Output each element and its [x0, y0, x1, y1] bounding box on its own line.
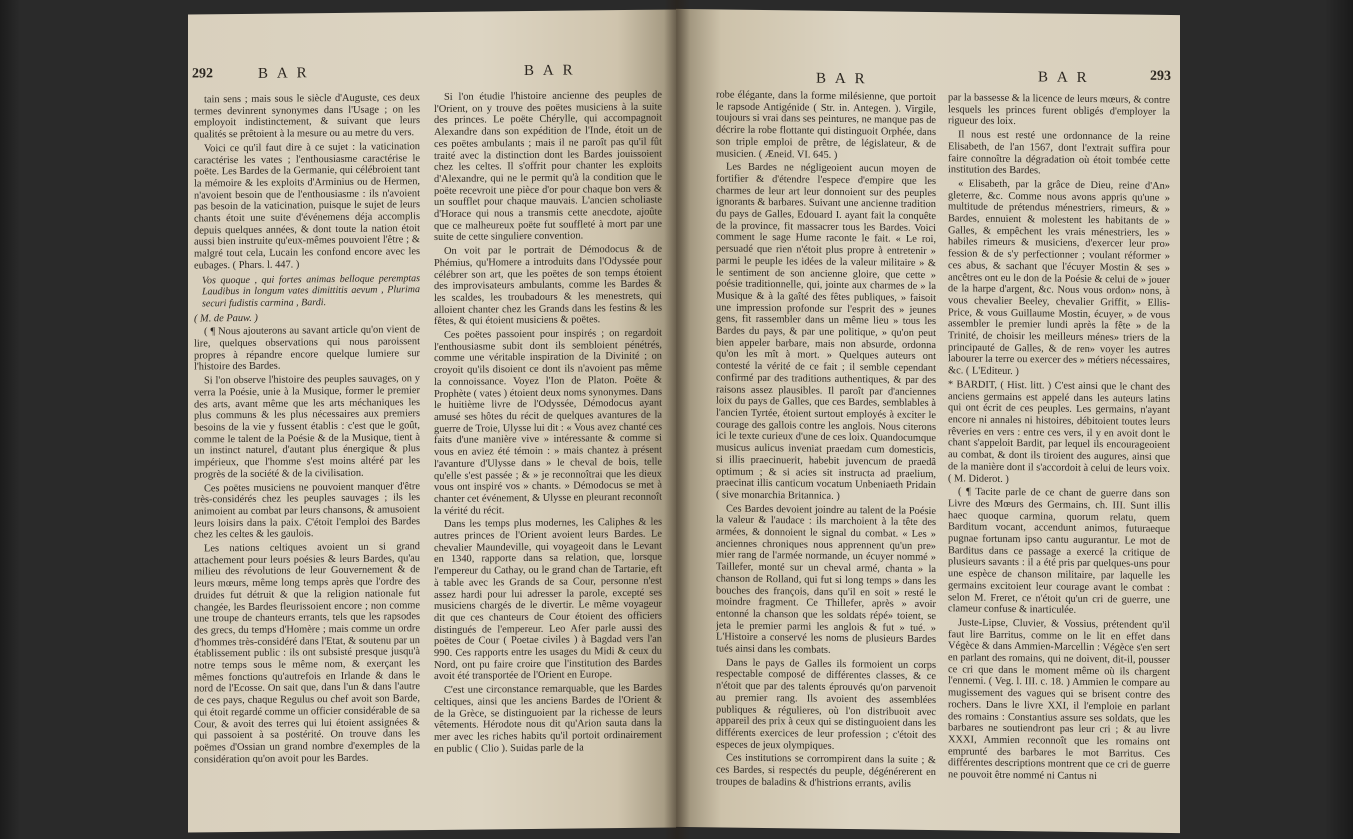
paragraph: Ces poëtes passoient pour inspirés ; on regardoit l'enthousiasme subit dont ils sembloient pénétrés, comme une véritable inspiration de la Divinité ; on croyoit qu'ils disoient ce dont ils n'avoient pas même la connoissance. Voyez l'Ion de Platon. Poëte & Prophète ( vates ) étoient deux noms synonymes. Dans le huitième livre de l'Odyssée, Démodocus ayant amusé ses hôtes du récit de quelques avantures de la guerre de Troie, Ulysse lui dit : « Vous avez chanté ces faits d'une manière vive » intéressante & comme si vous en aviez été témoin : » mais chantez à présent l'avanture d'Ulysse dans » le cheval de bois, telle qu'elle s'est passée ; & » je reconnoîtrai que les dieux vous ont inspiré vos » chants. » Démodocus se met à chanter cet événement, & Ulysse en pleurant reconnoît la vérité du récit.	[434, 327, 662, 517]
left-running-head	[188, 61, 676, 88]
left-column-2	[434, 90, 662, 820]
paragraph: Juste-Lipse, Cluvier, & Vossius, prétendent qu'il faut lire Barritus, comme on le lit en effet dans Végèce & dans Ammien-Marcellin : Végèce s'en sert en parlant des romains, qui ne doivent, dit-il, pousser ce cri que dans le moment même où ils chargent l'ennemi. ( Veg. l. III. c. 18. ) Ammien le compare au mugissement des vagues qui se brisent contre des rochers. Dans le livre XXI, il l'emploie en parlant des romains : Constantius assure ses soldats, que les barbares ne soutiendront pas leur cri ; & au livre XXXI, Ammien reconnoît que les romains ont emprunté des barbares le mot Barritus. Ces différentes descriptions montrent que ce cri de guerre ne pouvoit être nommé ni Cantus ni	[948, 617, 1170, 783]
paragraph: ( ¶ Nous ajouterons au savant article qu'on vient de lire, quelques observations qui nous paroissent propres à répandre encore quelque lumiere sur l'histoire des Bardes.	[194, 324, 420, 373]
paragraph: Si l'on étudie l'histoire ancienne des peuples de l'Orient, on y trouve des poëtes musiciens à la suite des princes. Le poëte Chérylle, qui accompagnoit Alexandre dans son expédition de l'Inde, étoit un de ces poëtes ambulants ; mais il ne paroît pas qu'il fût traité avec la distinction dont les Bardes jouissoient chez les celtes. Il s'offrit pour chanter les exploits d'Alexandre, qui ne le permit qu'à la condition que le poëte recevroit une pièce d'or pour chaque bon vers & un soufflet pour chaque mauvais. L'ancien scholiaste d'Horace qui nous a transmis cette anecdote, ajoûte que ce malheureux poëte fut souffleté à mort par une suite de cette singuliere convention.	[434, 89, 662, 244]
paragraph: tain sens ; mais sous le siècle d'Auguste, ces deux termes devinrent synonymes dans l'Usage ; on les employoit indistinctement, & suivant que leurs qualités se prêtoient à la mesure ou au metre du vers.	[194, 92, 420, 141]
paragraph: On voit par le portrait de Démodocus & de Phémius, qu'Homere a introduits dans l'Odyssée pour célébrer son art, que les poëtes de son temps étoient des improvisateurs ambulants, comme les Bardes & les scaldes, les troubadours & les menestrets, qui alloient chanter chez les Grands dans les festins & les fêtes, & qui étoient musiciens & poëtes.	[434, 243, 662, 328]
paragraph: Si l'on observe l'histoire des peuples sauvages, on y verra la Poésie, unie à la Musique, former le premier des arts, avant même que les arts méchaniques les plus communs & les plus nécessaires aux premiers besoins de la vie y fussent établis : c'est que le goût, comme le talent de la Poésie & de la Musique, tient à un instinct naturel, d'autant plus énergique & plus impérieux, que l'homme s'est moins altéré par les progrès de la société & de la civilisation.	[194, 373, 420, 481]
paragraph: Ces poëtes musiciens ne pouvoient manquer d'être très-considérés chez les peuples sauvages ; ils les animoient au combat par leurs chansons, & amusoient leurs loisirs dans la paix. C'étoit l'emploi des Bardes chez les celtes & les gaulois.	[194, 480, 420, 541]
paragraph: Les Bardes ne négligeoient aucun moyen de fortifier & d'étendre l'espece d'empire que les charmes de leur art leur donnoient sur des peuples ignorants & barbares. Suivant une ancienne tradition du pays de Galles, Edouard I. ayant fait la conquête de la province, fit massacrer tous les Bardes. Voici comment le sage Hume raconte le fait. « Le roi, persuadé que rien n'étoit plus propre à entretenir » parmi le peuple les idées de la valeur militaire » & le sentiment de son ancienne gloire, que cette » poésie traditionnelle, qui, jointe aux charmes de » la Musique & à la gaîté des fêtes publiques, » faisoit une impression profonde sur l'esprit des » jeunes gens, fit rassembler dans un même lieu » tous les Bardes du pays, & par une politique, » qu'on peut bien appeler barbare, mais non absurde, ordonna qu'on les mît à mort. » Quelques auteurs ont contesté la vérité de ce fait ; il semble cependant confirmé par des traditions authentiques, & par des raisons assez plausibles. Il paroît par d'anciennes loix du pays de Galles, que ces Bardes, semblables à l'ancien Tyrtée, étoient surtout employés à exciter le courage des gallois contre les anglois. Nous citerons ici le texte curieux d'une de ces loix. Quandocumque musicus aulicus inveniat praedam cum domesticis, si illis praecinuerit, habebit juvencum de praedâ optimum ; & si acies sit instructa ad praelium, praecinat illis canticum vocatum Unbeniaeth Pridain ( sive monarchia Britannica. )	[716, 161, 936, 502]
left-column-1	[194, 92, 420, 822]
right-column-2	[948, 92, 1170, 823]
left-running-title-1: B A R	[258, 65, 310, 82]
paragraph: * BARDIT, ( Hist. litt. ) C'est ainsi que le chant des anciens germains est appelé dans les auteurs latins qui ont écrit de ces peuples. Les germains, n'ayant encore ni annales ni histoires, débitoient toutes leurs rêveries en vers : entre ces vers, il y en avoit dont le chant s'appeloit Bardit, par lequel ils encourageoient au combat, & dont ils tiroient des augures, ainsi que de la manière dont il s'accordoit à celui de leurs voix. ( M. Diderot. )	[948, 379, 1170, 485]
right-page-number: 293	[1150, 68, 1171, 84]
paragraph: Dans le pays de Galles ils formoient un corps respectable composé de différentes classes, & ce n'étoit que par des talents éprouvés qu'on parvenoit au premier rang. Ils avoient des assemblées publiques & régulieres, où l'on distribuoit avec appareil des prix à ceux qui se distinguoient dans les différents exercices de leur profession ; c'étoit des especes de jeux olympiques.	[716, 657, 936, 752]
paragraph: Il nous est resté une ordonnance de la reine Elisabeth, de l'an 1567, dont l'extrait suffira pour faire connoître la dégradation où étoit tombée cette institution des Bardes.	[948, 129, 1170, 177]
paragraph: Dans les temps plus modernes, les Caliphes & les autres princes de l'Orient avoient leurs Bardes. Le chevalier Maundeville, qui voyageoit dans le Levant en 1340, rapporte dans sa relation, que, lorsque l'empereur du Cathay, ou le grand chan de Tartarie, eft à table avec les Grands de sa Cour, personne n'est assez hardi pour lui adresser la parole, excepté ses musiciens chargés de le divertir. Le même voyageur dit que ces chanteurs de Cour étoient des officiers distingués de l'empereur. Leo Afer parle aussi des poëtes de Cour ( Poetae civiles ) à Bagdad vers l'an 990. Ces rapports entre les usages du Midi & ceux du Nord, ont pu faire croire que l'institution des Bardes avoit été transportée de l'Orient en Europe.	[434, 516, 662, 683]
left-page-number: 292	[192, 66, 213, 82]
paragraph: par la bassesse & la licence de leurs mœurs, & contre lesquels les princes furent obligés d'employer la rigueur des loix.	[948, 92, 1170, 128]
paragraph: Les nations celtiques avoient un si grand attachement pour leurs poésies & leurs Bardes, qu'au milieu des révolutions de leur Gouvernement & de leurs mœurs, même long temps après que l'ordre des druides fut détruit & que la religion nationale fut changée, les Bardes fleurissoient encore ; non comme une troupe de chanteurs errants, tels que les rapsodes des grecs, du temps d'Homère ; mais comme un ordre d'hommes très-considéré dans l'Etat, & soutenu par un établissement public : ils ont subsisté presque jusqu'à notre temps sous le même nom, & exerçant les mêmes fonctions qu'autrefois en Irlande & dans le nord de l'Ecosse. On sait que, dans l'un & dans l'autre de ces pays, chaque Regulus ou chef avoit son Barde, qui étoit regardé comme un officier considérable de sa Cour, & avoit des terres qui lui étoient assignées & qui passoient à sa postérité. On trouve dans les poëmes d'Ossian un grand nombre d'exemples de la considération qu'on avoit pour les Bardes.	[194, 541, 420, 766]
verse-quote: Vos quoque , qui fortes animas belloque peremptas Laudibus in longum vates dimittitis aevum , Plurima securi fudistis carmina , Bardi.	[202, 272, 420, 310]
right-running-head	[676, 61, 1180, 89]
paragraph: ( ¶ Tacite parle de ce chant de guerre dans son Livre des Mœurs des Germains, ch. III. Sunt illis haec quoque carmina, quorum relatu, quem Barditum vocant, accendunt animos, futuraeque pugnae fortunam ipso cantu augurantur. Le mot de Barditus dans ce passage a exercé la critique de plusieurs savants : il a été pris par quelques-uns pour une espèce de chanson militaire, par laquelle les germains excitoient leur courage avant le combat : selon M. Freret, ce n'étoit qu'un cri de guerre, une clameur confuse & inarticulée.	[948, 486, 1170, 617]
right-page	[676, 9, 1180, 833]
paragraph: C'est une circonstance remarquable, que les Bardes celtiques, ainsi que les anciens Bardes de l'Orient & de la Grèce, se distinguoient par la richesse de leurs vêtements. Hérodote nous dit qu'Arion sauta dans la mer avec les riches habits qu'il portoit ordinairement en public ( Clio ). Suidas parle de la	[434, 682, 662, 755]
paragraph: Ces Bardes devoient joindre au talent de la Poésie la valeur & l'audace : ils marchoient à la tête des armées, & donnoient le signal du combat. « Les » anciennes chroniques nous apprennent qu'un pre» mier rang de l'armée normande, un écuyer nommé » Taillefer, monté sur un cheval armé, chanta » la chanson de Rolland, qui fut si long temps » dans les bouches des françois, dans qu'il en soit » resté le moindre fragment. Ce Thillefer, après » avoir entonné la chanson que les soldats répé» toient, se jeta le premier parmi les anglois & fut » tué. » L'Histoire a conservé les noms de plusieurs Bardes tués ainsi dans les combats.	[716, 503, 936, 656]
left-running-title-2: B A R	[524, 62, 576, 80]
author-signature: ( M. de Pauw. )	[194, 312, 258, 325]
paragraph: Ces institutions se corrompirent dans la suite ; & ces Bardes, si respectés du peuple, dégénérerent en troupes de baladins & d'histrions errants, avilis	[716, 752, 936, 790]
paragraph: « Elisabeth, par la grâce de Dieu, reine d'An» gleterre, &c. Comme nous avons appris qu'une » multitude de prétendus ménestriers, rimeurs, & » Bardes, ennuient & molestent les habitants de » Galles, & empêchent les vrais ménestriers, les » habiles rimeurs & musiciens, d'exercer leur pro» fession & de s'y perfectionner ; voulant réformer » ces abus, & sachant que l'écuyer Mostin & ses » ancêtres ont eu le don de la Poésie & celui de » jouer de la harpe d'argent, &c. Nous vous ordon» nons, à vous chevalier Beeley, chevalier Griffit, » Ellis-Price, & vous Guillaume Mostin, écuyer, » de vous assembler le premier lundi après la fête » de la Trinité, de choisir les meilleurs ménes» triers de la principauté de Galles, & de ren» voyer les autres labourer la terre ou exercer des » métiers nécessaires, &c. ( L'Editeur. )	[948, 178, 1170, 378]
right-running-title-1: B A R	[816, 70, 868, 88]
right-column-1	[716, 89, 936, 820]
paragraph: Voici ce qu'il faut dire à ce sujet : la vaticination caractérise les vates ; l'enthousiasme caractérise le poëte. Les Bardes de la Germanie, qui célébroient tant la mémoire & les exploits d'Arminius ou de Hermen, n'avoient besoin que de l'enthousiasme : ils n'avoient pas besoin de la vaticination, puisque le sujet de leurs chants étoit une suite d'événemens déja accomplis depuis quelques années, & dont toute la nation étoit aussi bien instruite qu'eux-mêmes pouvoient l'être ; & malgré tout cela, Lucain les confond encore avec les eubages. ( Phars. l. 447. )	[194, 140, 420, 272]
paragraph: robe élégante, dans la forme milésienne, que portoit le rapsode Antigénide ( Str. in. Antegen. ). Virgile, toujours si vrai dans ses peintures, ne manque pas de décrire la robe flottante qui distinguoit Orphée, dans son triple emploi de prêtre, de législateur, & de musicien. ( Æneid. VI. 645. )	[716, 89, 936, 161]
right-running-title-2: B A R	[1038, 69, 1090, 86]
left-page	[188, 9, 676, 832]
